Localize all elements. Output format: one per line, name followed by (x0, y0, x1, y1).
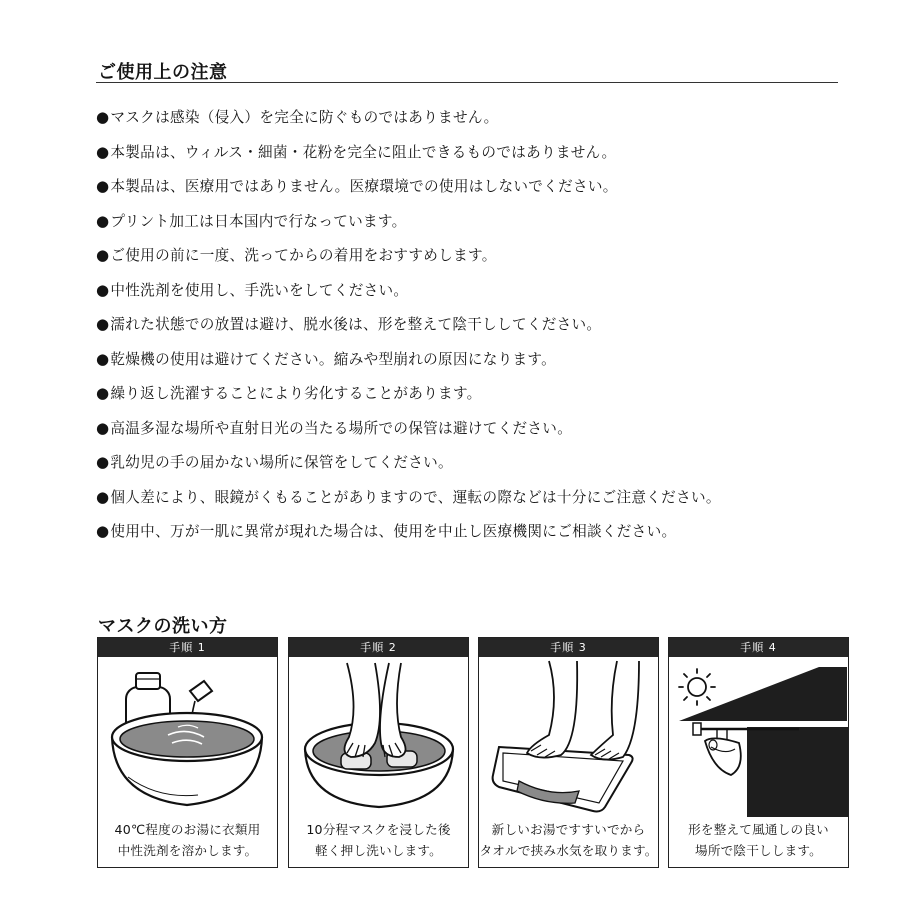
caution-item (96, 449, 721, 484)
caution-text: 乳幼児の手の届かない場所に保管をしてください。 (110, 454, 453, 471)
caution-item (96, 104, 721, 139)
bullet-icon: ● (96, 349, 110, 368)
caution-item (96, 484, 721, 519)
wash-step-1 (97, 637, 278, 868)
bullet-icon: ● (96, 142, 110, 161)
step-caption (289, 819, 468, 861)
caution-text: 中性洗剤を使用し、手洗いをしてください。 (110, 281, 409, 299)
wash-step-3 (478, 637, 659, 868)
step-caption (479, 819, 658, 861)
caution-text: 本製品は、ウィルス・細菌・花粉を完全に阻止できるものではありません。 (110, 143, 617, 161)
caution-text: マスクは感染（侵入）を完全に防ぐものではありません。 (110, 109, 499, 126)
caution-text: 高温多湿な場所や直射日光の当たる場所での保管は避けてください。 (110, 419, 573, 437)
wash-step-2 (288, 637, 469, 868)
caption-line: 形を整えて風通しの良い (688, 822, 829, 837)
sun-icon (679, 669, 715, 705)
shade-drying-illustration (669, 657, 848, 817)
caution-text: プリント加工は日本国内で行なっています。 (110, 212, 407, 230)
caution-item (96, 208, 721, 243)
caution-text: 乾燥機の使用は避けてください。縮みや型崩れの原因になります。 (110, 350, 557, 368)
bullet-icon: ● (96, 315, 110, 333)
caption-line: 軽く押し洗いします。 (315, 843, 442, 858)
step-header: 手順 4 (669, 638, 848, 657)
step-caption (98, 819, 277, 861)
caution-text: 繰り返し洗濯することにより劣化することがあります。 (110, 385, 482, 402)
bullet-icon: ● (96, 418, 110, 437)
wash-step-4 (668, 637, 849, 868)
caption-line: 中性洗剤を溶かします。 (117, 843, 258, 858)
step-caption (669, 819, 848, 861)
caution-item (96, 380, 721, 415)
bullet-icon: ● (96, 246, 110, 264)
basin-detergent-illustration (98, 657, 277, 817)
bullet-icon: ● (96, 177, 110, 195)
caution-item (96, 139, 721, 174)
hand-washing-illustration (289, 657, 468, 817)
bullet-icon: ● (96, 487, 110, 506)
caution-item (96, 346, 721, 381)
bullet-icon: ● (96, 211, 110, 230)
cautions-title: ご使用上の注意 (98, 62, 228, 83)
step-header: 手順 1 (98, 638, 277, 657)
caution-text: 個人差により、眼鏡がくもることがありますので、運転の際などは十分にご注意ください。 (110, 488, 721, 506)
bullet-icon: ● (96, 384, 110, 402)
caption-line: 40℃程度のお湯に衣類用 (114, 822, 261, 837)
caution-text: 濡れた状態での放置は避け、脱水後は、形を整えて陰干ししてください。 (110, 316, 602, 333)
bullet-icon: ● (96, 522, 110, 540)
bullet-icon: ● (96, 108, 110, 126)
step-header: 手順 2 (289, 638, 468, 657)
caption-line: 場所で陰干しします。 (695, 843, 822, 858)
caution-text: 本製品は、医療用ではありません。医療環境での使用はしないでください。 (110, 178, 618, 195)
caution-text: ご使用の前に一度、洗ってからの着用をおすすめします。 (110, 247, 497, 264)
caution-item (96, 173, 721, 208)
cautions-list (96, 104, 721, 553)
caution-item (96, 415, 721, 450)
caption-line: 10分程マスクを浸した後 (306, 822, 451, 837)
caution-item (96, 518, 721, 553)
caution-text: 使用中、万が一肌に異常が現れた場合は、使用を中止し医療機関にご相談ください。 (110, 523, 677, 540)
caution-item (96, 311, 721, 346)
step-header: 手順 3 (479, 638, 658, 657)
washing-title: マスクの洗い方 (98, 616, 228, 637)
bullet-icon: ● (96, 453, 110, 471)
caution-item (96, 277, 721, 312)
caution-item (96, 242, 721, 277)
towel-drying-illustration (479, 657, 658, 817)
bullet-icon: ● (96, 280, 110, 299)
caption-line: タオルで挟み水気を取ります。 (479, 843, 658, 858)
caption-line: 新しいお湯ですすいでから (491, 822, 646, 837)
title-divider (96, 82, 838, 83)
